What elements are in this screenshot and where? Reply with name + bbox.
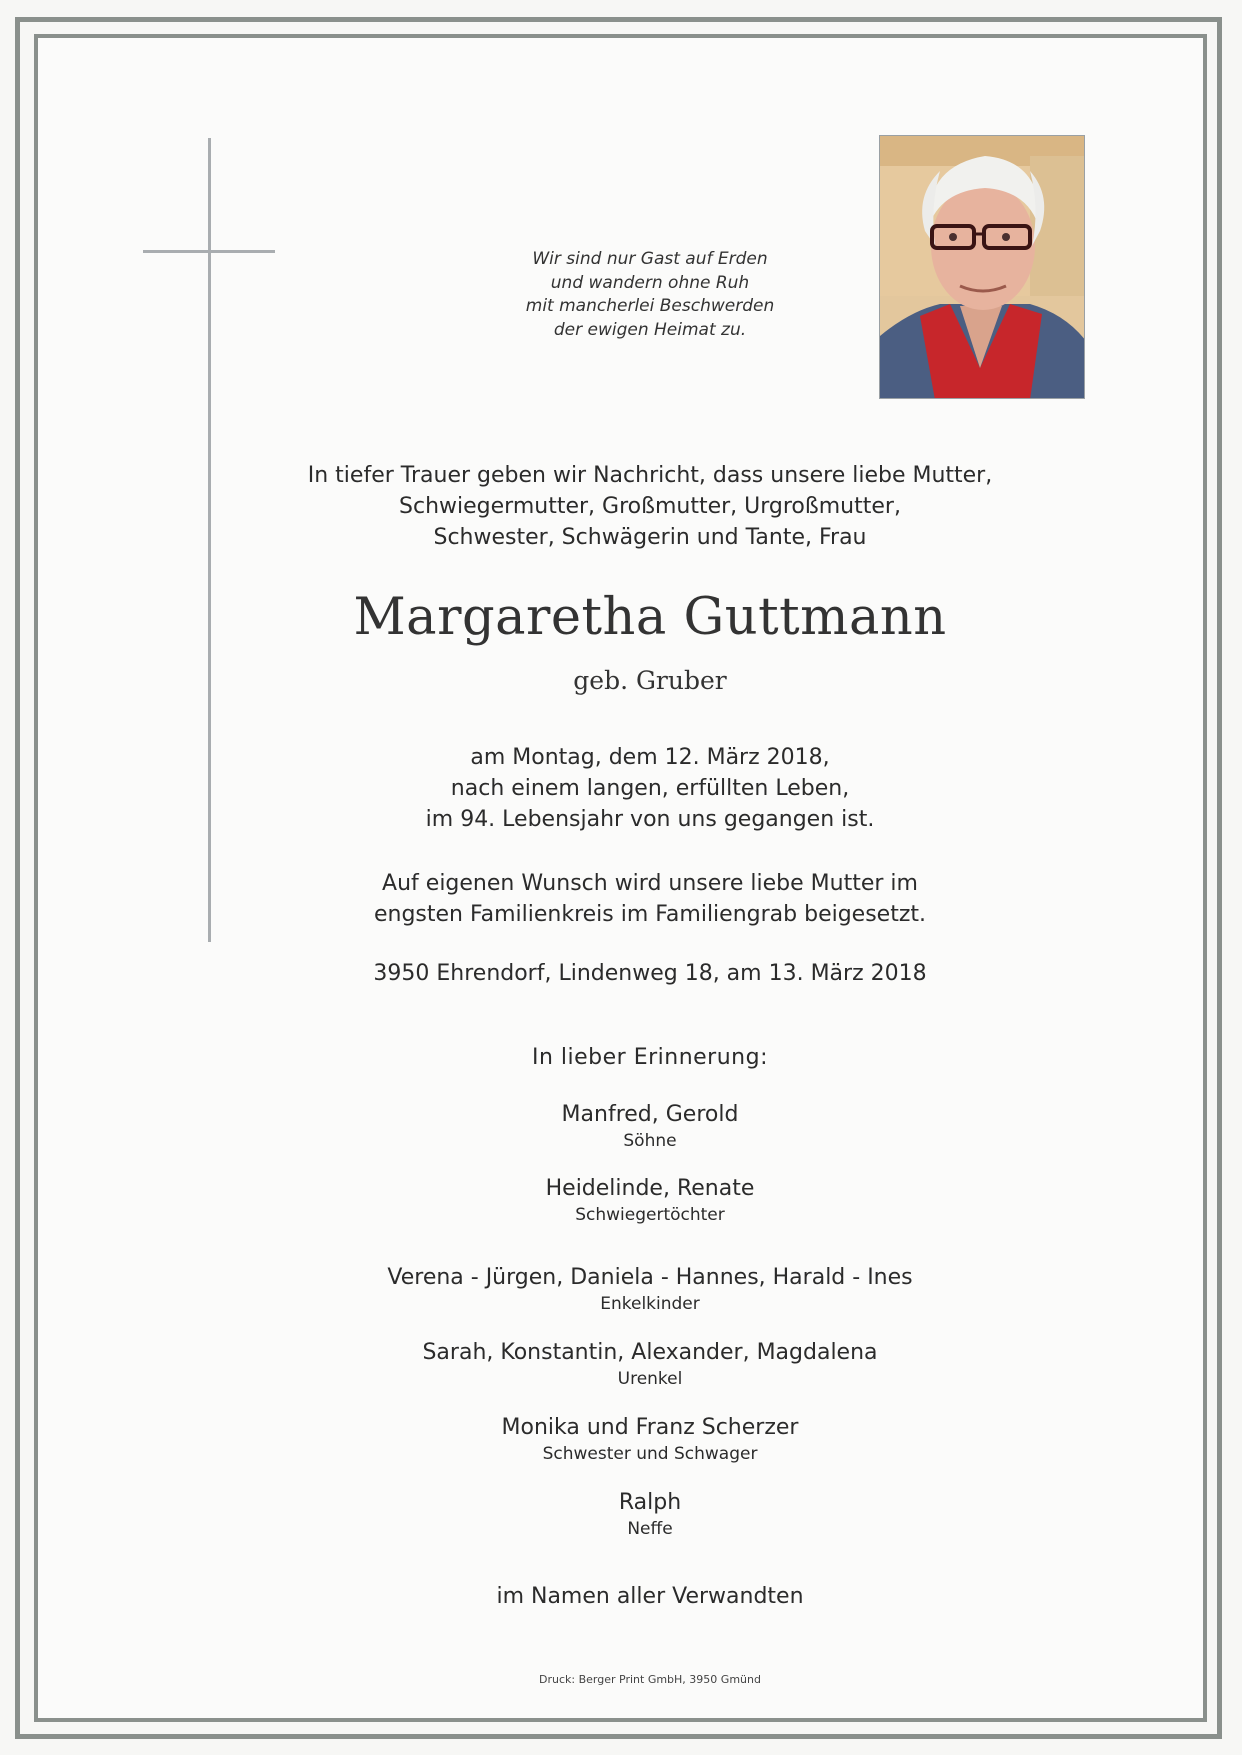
mourner-group [240, 1100, 1060, 1152]
mourner-group [240, 1174, 1060, 1226]
mourner-names: Monika und Franz Scherzer [501, 1415, 799, 1440]
burial-line: engsten Familienkreis im Familiengrab beigesetzt. [373, 902, 927, 927]
mourner-role: Söhne [623, 1131, 677, 1151]
mourner-role: Schwiegertöchter [575, 1205, 725, 1225]
death-notice [240, 742, 1060, 835]
mourner-group [240, 1338, 1060, 1390]
verse-line: der ewigen Heimat zu. [553, 319, 747, 340]
mourner-role: Neffe [627, 1519, 673, 1539]
announcement-line: Schwiegermutter, Großmutter, Urgroßmutter, [399, 494, 901, 519]
place-and-date: 3950 Ehrendorf, Lindenweg 18, am 13. März 2018 [373, 961, 927, 986]
mourner-group [240, 1488, 1060, 1540]
death-line: am Montag, dem 12. März 2018, [470, 745, 830, 770]
burial-notice [240, 868, 1060, 930]
mourners-list [240, 1100, 1060, 1540]
cross-icon-horizontal [143, 250, 275, 253]
verse-line: Wir sind nur Gast auf Erden [532, 249, 768, 269]
verse-line: und wandern ohne Ruh [550, 272, 750, 293]
memory-heading: In lieber Erinnerung: [531, 1045, 768, 1070]
birth-name: geb. Gruber [573, 666, 727, 695]
printer-credit: Druck: Berger Print GmbH, 3950 Gmünd [539, 1673, 761, 1686]
memorial-verse [490, 248, 810, 342]
mourner-group [240, 1413, 1060, 1465]
mourner-group [240, 1263, 1060, 1315]
cross-icon-vertical [208, 138, 211, 942]
announcement-line: Schwester, Schwägerin und Tante, Frau [433, 525, 867, 550]
mourner-role: Enkelkinder [600, 1294, 700, 1314]
announcement-line: In tiefer Trauer geben wir Nachricht, dass unsere liebe Mutter, [307, 463, 993, 488]
mourner-names: Manfred, Gerold [561, 1102, 739, 1127]
mourner-role: Schwester und Schwager [542, 1444, 758, 1464]
burial-line: Auf eigenen Wunsch wird unsere liebe Mutter im [382, 871, 918, 896]
verse-line: mit mancherlei Beschwerden [525, 296, 775, 316]
mourner-names: Ralph [618, 1490, 682, 1515]
deceased-name: Margaretha Guttmann [353, 588, 947, 647]
closing-signature: im Namen aller Verwandten [496, 1584, 804, 1609]
mourner-names: Sarah, Konstantin, Alexander, Magdalena [422, 1340, 878, 1365]
mourner-names: Heidelinde, Renate [545, 1176, 755, 1201]
death-line: nach einem langen, erfüllten Leben, [450, 776, 850, 801]
announcement-text [240, 460, 1060, 553]
mourner-names: Verena - Jürgen, Daniela - Hannes, Harald - Ines [387, 1265, 913, 1290]
death-line: im 94. Lebensjahr von uns gegangen ist. [425, 807, 875, 832]
mourner-role: Urenkel [617, 1369, 683, 1389]
portrait-photo [879, 135, 1085, 399]
